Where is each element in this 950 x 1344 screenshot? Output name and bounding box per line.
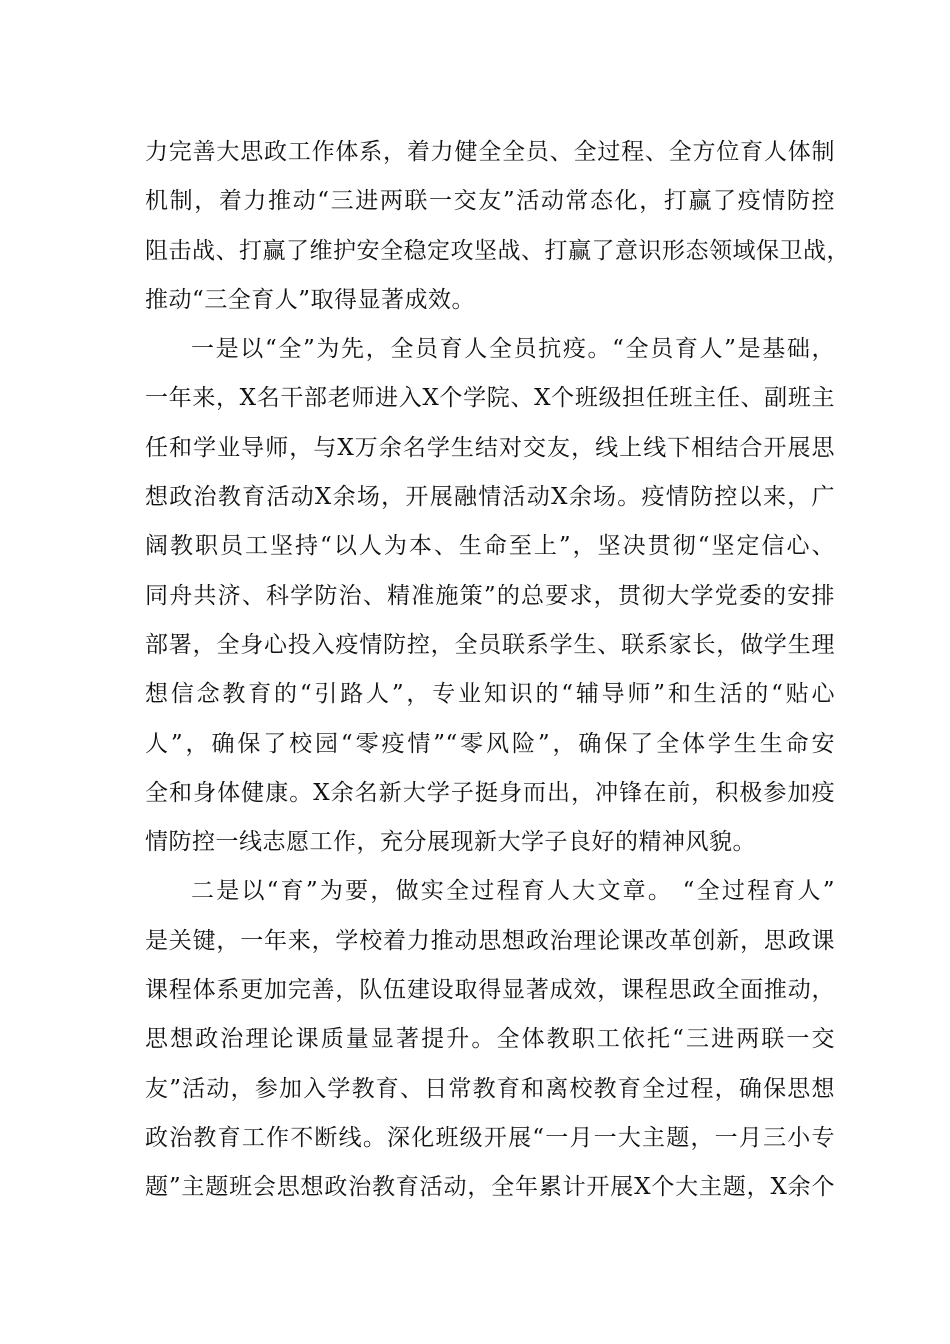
text-line: 题”主题班会思想政治教育活动，全年累计开展X个大主题，X余个 <box>145 1174 835 1201</box>
text-line: 情防控一线志愿工作，充分展现新大学子良好的精神风貌。 <box>145 829 756 856</box>
text-line: 是关键，一年来，学校着力推动思想政治理论课改革创新，思政课 <box>145 927 835 954</box>
text-line: 思想政治理论课质量显著提升。全体教职工依托“三进两联一交 <box>145 1026 835 1053</box>
text-line: 想信念教育的“引路人”，专业知识的“辅导师”和生活的“贴心 <box>145 681 835 708</box>
text-line: 一是以“全”为先，全员育人全员抗疫。“全员育人”是基础， <box>191 336 835 363</box>
text-line: 课程体系更加完善，队伍建设取得显著成效，课程思政全面推动， <box>145 977 835 1004</box>
text-line: 全和身体健康。X余名新大学子挺身而出，冲锋在前，积极参加疫 <box>145 779 835 806</box>
text-line: 想政治教育活动X余场，开展融情活动X余场。疫情防控以来，广 <box>145 484 835 511</box>
text-line: 任和学业导师，与X万余名学生结对交友，线上线下相结合开展思 <box>145 434 835 461</box>
paragraph <box>145 325 835 867</box>
document-body <box>145 128 850 1213</box>
text-line: 人”，确保了校园“零疫情”“零风险”，确保了全体学生生命安 <box>145 730 835 757</box>
text-line: 机制，着力推动“三进两联一交友”活动常态化，打赢了疫情防控 <box>145 188 835 215</box>
text-line: 推动“三全育人”取得显著成效。 <box>145 286 476 313</box>
text-line: 一年来，X名干部老师进入X个学院、X个班级担任班主任、副班主 <box>145 385 835 412</box>
text-line: 二是以“育”为要，做实全过程育人大文章。 “全过程育人” <box>191 878 835 905</box>
text-line: 友”活动，参加入学教育、日常教育和离校教育全过程，确保思想 <box>145 1075 835 1102</box>
paragraph <box>145 128 850 325</box>
paragraph <box>145 867 835 1212</box>
text-line: 阻击战、打赢了维护安全稳定攻坚战、打赢了意识形态领域保卫战， <box>145 237 850 264</box>
text-line: 部署，全身心投入疫情防控，全员联系学生、联系家长，做学生理 <box>145 631 835 658</box>
text-line: 同舟共济、科学防治、精准施策”的总要求，贯彻大学党委的安排 <box>145 582 835 609</box>
text-line: 政治教育工作不断线。深化班级开展“一月一大主题，一月三小专 <box>145 1124 835 1151</box>
text-line: 力完善大思政工作体系，着力健全全员、全过程、全方位育人体制 <box>145 139 835 165</box>
text-line: 阔教职员工坚持“以人为本、生命至上”，坚决贯彻“坚定信心、 <box>145 533 835 560</box>
